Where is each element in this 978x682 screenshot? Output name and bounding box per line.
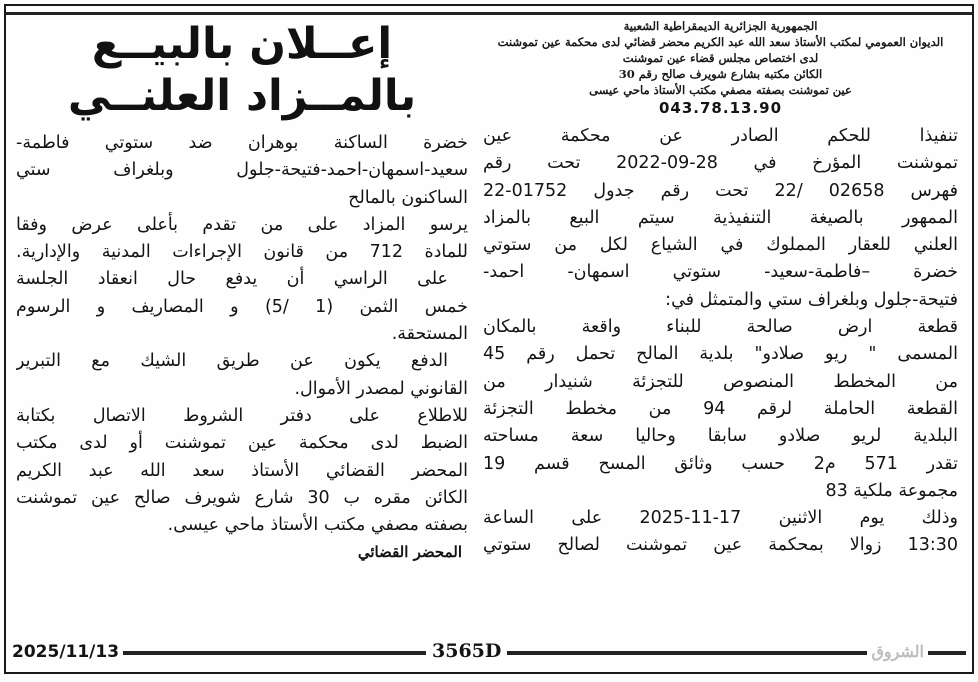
left-column bbox=[16, 18, 468, 561]
text-line: تنفيذا للحكم الصادر عن محكمة عين bbox=[483, 126, 958, 146]
ad-code: 3565D bbox=[426, 640, 507, 662]
text-line: بصفته مصفي مكتب الأستاذ ماحي عيسى. bbox=[167, 515, 468, 536]
text-line: الساكنون بالمالح bbox=[348, 187, 468, 208]
text-line: الضبط لدى محكمة عين تموشنت أو لدى مكتب bbox=[16, 433, 468, 454]
text-line: خمس الثمن (1 /5) و المصاريف و الرسوم bbox=[16, 296, 468, 317]
right-body-text bbox=[483, 123, 958, 560]
text-line: خضرة الساكنة بوهران ضد ستوتي فاطمة- bbox=[16, 133, 468, 153]
text-line: من المخطط المنصوص للتجزئة شنيدار من bbox=[483, 371, 958, 392]
header-line: الكائن مكتبه بشارع شويرف صالح رقم 30 bbox=[618, 67, 823, 81]
text-line: البلدية لريو صلادو سابقا وحاليا سعة مساحته bbox=[483, 426, 958, 447]
text-line: للاطلاع على دفتر الشروط الاتصال بكتابة bbox=[16, 405, 468, 426]
header-line: الجمهورية الجزائرية الديمقراطية الشعبية bbox=[623, 19, 818, 33]
text-line: تموشنت المؤرخ في 28-09-2022 تحت رقم bbox=[483, 153, 958, 174]
text-line: تقدر 571 م2 حسب وثائق المسح قسم 19 bbox=[483, 453, 958, 474]
header-line: عين تموشنت بصفته مصفي مكتب الأستاذ ماحي عيسى bbox=[589, 83, 852, 97]
text-line: وذلك يوم الاثنين 17-11-2025 على الساعة bbox=[483, 508, 958, 529]
announcement-title bbox=[16, 18, 468, 122]
text-line: المستحقة. bbox=[391, 324, 468, 345]
text-line: الممهور بالصيغة التنفيذية سيتم البيع بالمزاد bbox=[483, 207, 958, 228]
text-line: على الراسي أن يدفع حال انعقاد الجلسة bbox=[16, 269, 448, 290]
left-body-text bbox=[16, 130, 468, 539]
text-line: المسمى " ريو صلادو" بلدية المالح تحمل رقم 45 bbox=[483, 344, 958, 365]
phone-number: 043.78.13.90 bbox=[658, 99, 783, 117]
signature: المحضر القضائي bbox=[357, 543, 462, 562]
text-line: مجموعة ملكية 83 bbox=[825, 480, 958, 501]
text-line: القطعة الحاملة لرقم 94 من مخطط التجزئة bbox=[483, 398, 958, 419]
text-line: المحضر القضائي الأستاذ سعد الله عبد الكريم bbox=[16, 460, 468, 481]
title-line-1: إعــلان بالبيــع bbox=[91, 19, 393, 69]
footer bbox=[6, 640, 972, 666]
issuer-header bbox=[483, 18, 958, 98]
text-line: فتيحة-جلول وبلغراف ستي والمتمثل في: bbox=[665, 289, 958, 310]
top-rule bbox=[6, 12, 972, 15]
text-line: فهرس 02658 /22 تحت رقم جدول 01752-22 bbox=[483, 180, 958, 201]
announcement-page bbox=[4, 4, 974, 674]
text-line: خضرة –فاطمة-سعيد- ستوتي اسمهان- احمد- bbox=[483, 262, 958, 283]
text-line: القانوني لمصدر الأموال. bbox=[294, 378, 468, 399]
right-column bbox=[483, 18, 958, 560]
text-line: 13:30 زوالا بمحكمة عين تموشنت لصالح ستوتي bbox=[483, 535, 958, 556]
publication-date: 2025/11/13 bbox=[12, 642, 123, 662]
text-line: الدفع يكون عن طريق الشيك مع التبرير bbox=[16, 351, 448, 372]
title-line-2: بالمــزاد العلنــي bbox=[67, 71, 417, 121]
text-line: العلني للعقار المملوك في الشياع لكل من ستوتي bbox=[483, 235, 958, 256]
header-line: الديوان العمومي لمكتب الأستاذ سعد الله عبد الكريم محضر قضائي لدى محكمة عين تموشنت bbox=[497, 35, 944, 49]
header-line: لدى اختصاص مجلس قضاء عين تموشنت bbox=[622, 51, 819, 65]
text-line: سعيد-اسمهان-احمد-فتيحة-جلول وبلغراف ستي bbox=[16, 160, 468, 181]
text-line: قطعة ارض صالحة للبناء واقعة بالمكان bbox=[483, 317, 958, 338]
text-line: يرسو المزاد على من تقدم بأعلى عرض وفقا bbox=[16, 214, 468, 235]
text-line: الكائن مقره ب 30 شارع شويرف صالح عين تموشنت bbox=[16, 487, 468, 508]
newspaper-logo: الشروق bbox=[867, 642, 928, 661]
text-line: للمادة 712 من قانون الإجراءات المدنية والإدارية. bbox=[16, 242, 468, 263]
